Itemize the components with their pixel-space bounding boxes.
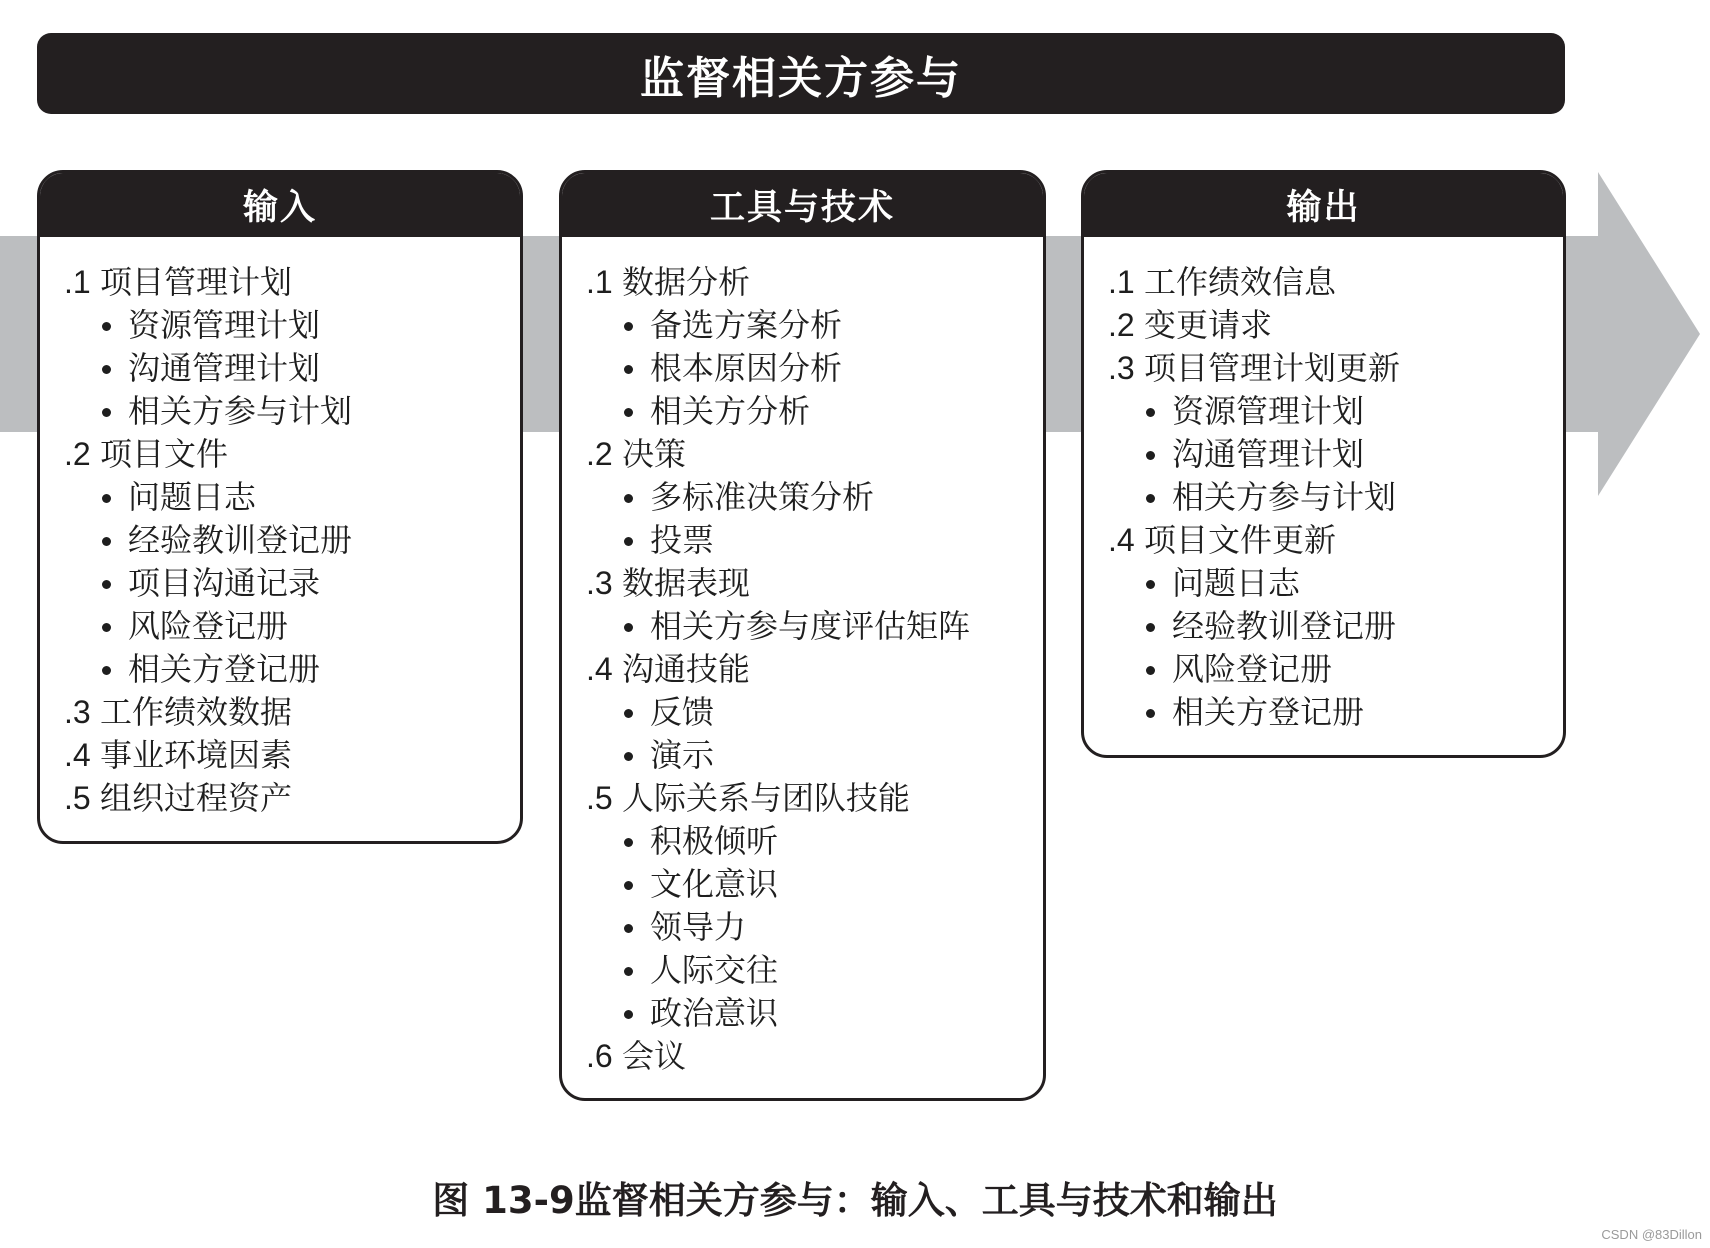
outputs-item (1084, 347, 1563, 390)
subitem-label: 相关方参与度评估矩阵 (650, 607, 971, 645)
inputs-subitem (40, 562, 520, 605)
subitem-label: 问题日志 (1172, 564, 1301, 602)
subitem-label: 相关方登记册 (1172, 693, 1365, 731)
item-label: 会议 (622, 1037, 687, 1075)
tools-subitem (562, 820, 1043, 863)
tools-subitem (562, 734, 1043, 777)
item-label: 项目管理计划更新 (1144, 349, 1401, 387)
inputs-item (40, 734, 520, 777)
bullet-icon (102, 408, 111, 417)
item-label: 沟通技能 (622, 650, 751, 688)
bullet-icon (624, 709, 633, 718)
subitem-label: 经验教训登记册 (128, 521, 353, 559)
outputs-subitem (1084, 476, 1563, 519)
outputs-subitem (1084, 648, 1563, 691)
outputs-list (1084, 237, 1563, 734)
item-number: .3 (1108, 350, 1135, 386)
item-label: 事业环境因素 (100, 736, 293, 774)
item-label: 项目管理计划 (100, 263, 293, 301)
item-label: 数据表现 (622, 564, 751, 602)
outputs-item (1084, 261, 1563, 304)
subitem-label: 相关方参与计划 (128, 392, 353, 430)
subitem-label: 项目沟通记录 (128, 564, 321, 602)
inputs-heading (40, 173, 520, 237)
subitem-label: 多标准决策分析 (650, 478, 875, 516)
inputs-box (37, 170, 523, 844)
inputs-heading-label: 输入 (242, 188, 317, 228)
bullet-icon (1146, 408, 1155, 417)
subitem-label: 投票 (650, 521, 715, 559)
inputs-list (40, 237, 520, 820)
tools-item (562, 433, 1043, 476)
bullet-icon (102, 365, 111, 374)
item-label: 项目文件 (100, 435, 229, 473)
process-title-bar (37, 33, 1565, 114)
subitem-label: 相关方分析 (650, 392, 811, 430)
bullet-icon (1146, 451, 1155, 460)
item-number: .2 (586, 436, 613, 472)
tools-box (559, 170, 1046, 1101)
tools-item (562, 1035, 1043, 1078)
bullet-icon (624, 365, 633, 374)
tools-heading (562, 173, 1043, 237)
inputs-subitem (40, 390, 520, 433)
item-number: .1 (1108, 264, 1135, 300)
tools-subitem (562, 519, 1043, 562)
bullet-icon (624, 537, 633, 546)
subitem-label: 积极倾听 (650, 822, 779, 860)
inputs-subitem (40, 605, 520, 648)
subitem-label: 经验教训登记册 (1172, 607, 1397, 645)
inputs-item (40, 261, 520, 304)
item-label: 工作绩效数据 (100, 693, 293, 731)
subitem-label: 沟通管理计划 (1172, 435, 1365, 473)
inputs-item (40, 777, 520, 820)
tools-list (562, 237, 1043, 1078)
bullet-icon (1146, 580, 1155, 589)
process-title: 监督相关方参与 (640, 52, 962, 104)
tools-subitem (562, 992, 1043, 1035)
outputs-heading (1084, 173, 1563, 237)
tools-item (562, 648, 1043, 691)
bullet-icon (624, 967, 633, 976)
subitem-label: 沟通管理计划 (128, 349, 321, 387)
inputs-item (40, 691, 520, 734)
inputs-subitem (40, 304, 520, 347)
subitem-label: 资源管理计划 (1172, 392, 1365, 430)
outputs-subitem (1084, 433, 1563, 476)
inputs-subitem (40, 648, 520, 691)
item-label: 变更请求 (1144, 306, 1273, 344)
item-number: .6 (586, 1038, 613, 1074)
tools-subitem (562, 863, 1043, 906)
bullet-icon (102, 322, 111, 331)
subitem-label: 人际交往 (650, 951, 779, 989)
subitem-label: 根本原因分析 (650, 349, 843, 387)
item-number: .1 (586, 264, 613, 300)
tools-subitem (562, 304, 1043, 347)
bullet-icon (102, 666, 111, 675)
item-label: 人际关系与团队技能 (622, 779, 911, 817)
figure-caption: 图 13-9监督相关方参与：输入、工具与技术和输出 (432, 1179, 1278, 1222)
item-label: 组织过程资产 (100, 779, 293, 817)
tools-item (562, 562, 1043, 605)
inputs-subitem (40, 347, 520, 390)
bullet-icon (102, 537, 111, 546)
subitem-label: 相关方参与计划 (1172, 478, 1397, 516)
tools-subitem (562, 691, 1043, 734)
item-number: .4 (1108, 522, 1135, 558)
tools-item (562, 261, 1043, 304)
subitem-label: 反馈 (650, 693, 715, 731)
bullet-icon (624, 838, 633, 847)
bullet-icon (102, 494, 111, 503)
item-number: .5 (586, 780, 613, 816)
subitem-label: 领导力 (650, 908, 747, 946)
item-label: 决策 (622, 435, 687, 473)
outputs-subitem (1084, 390, 1563, 433)
item-number: .5 (64, 780, 91, 816)
item-number: .3 (64, 694, 91, 730)
subitem-label: 相关方登记册 (128, 650, 321, 688)
subitem-label: 备选方案分析 (650, 306, 843, 344)
bullet-icon (1146, 709, 1155, 718)
inputs-item (40, 433, 520, 476)
bullet-icon (1146, 623, 1155, 632)
bullet-icon (624, 623, 633, 632)
item-number: .1 (64, 264, 91, 300)
item-number: .4 (586, 651, 613, 687)
item-number: .2 (1108, 307, 1135, 343)
outputs-item (1084, 519, 1563, 562)
bullet-icon (624, 494, 633, 503)
bullet-icon (624, 881, 633, 890)
subitem-label: 问题日志 (128, 478, 257, 516)
item-number: .2 (64, 436, 91, 472)
bullet-icon (624, 752, 633, 761)
item-label: 数据分析 (622, 263, 751, 301)
outputs-item (1084, 304, 1563, 347)
outputs-subitem (1084, 605, 1563, 648)
inputs-subitem (40, 476, 520, 519)
bullet-icon (102, 580, 111, 589)
subitem-label: 风险登记册 (128, 607, 289, 645)
item-label: 工作绩效信息 (1144, 263, 1337, 301)
bullet-icon (1146, 494, 1155, 503)
tools-subitem (562, 605, 1043, 648)
subitem-label: 文化意识 (650, 865, 779, 903)
item-number: .3 (586, 565, 613, 601)
bullet-icon (624, 408, 633, 417)
subitem-label: 政治意识 (650, 994, 779, 1032)
inputs-subitem (40, 519, 520, 562)
tools-subitem (562, 949, 1043, 992)
outputs-subitem (1084, 562, 1563, 605)
bullet-icon (102, 623, 111, 632)
tools-item (562, 777, 1043, 820)
tools-heading-label: 工具与技术 (709, 188, 895, 228)
outputs-heading-label: 输出 (1286, 188, 1361, 228)
outputs-subitem (1084, 691, 1563, 734)
outputs-box (1081, 170, 1566, 758)
subitem-label: 演示 (650, 736, 715, 774)
tools-subitem (562, 390, 1043, 433)
item-number: .4 (64, 737, 91, 773)
bullet-icon (624, 1010, 633, 1019)
bullet-icon (624, 924, 633, 933)
watermark-credit: CSDN @83Dillon (1601, 1227, 1702, 1242)
bullet-icon (624, 322, 633, 331)
bullet-icon (1146, 666, 1155, 675)
subitem-label: 风险登记册 (1172, 650, 1333, 688)
tools-subitem (562, 906, 1043, 949)
tools-subitem (562, 476, 1043, 519)
subitem-label: 资源管理计划 (128, 306, 321, 344)
tools-subitem (562, 347, 1043, 390)
item-label: 项目文件更新 (1144, 521, 1337, 559)
